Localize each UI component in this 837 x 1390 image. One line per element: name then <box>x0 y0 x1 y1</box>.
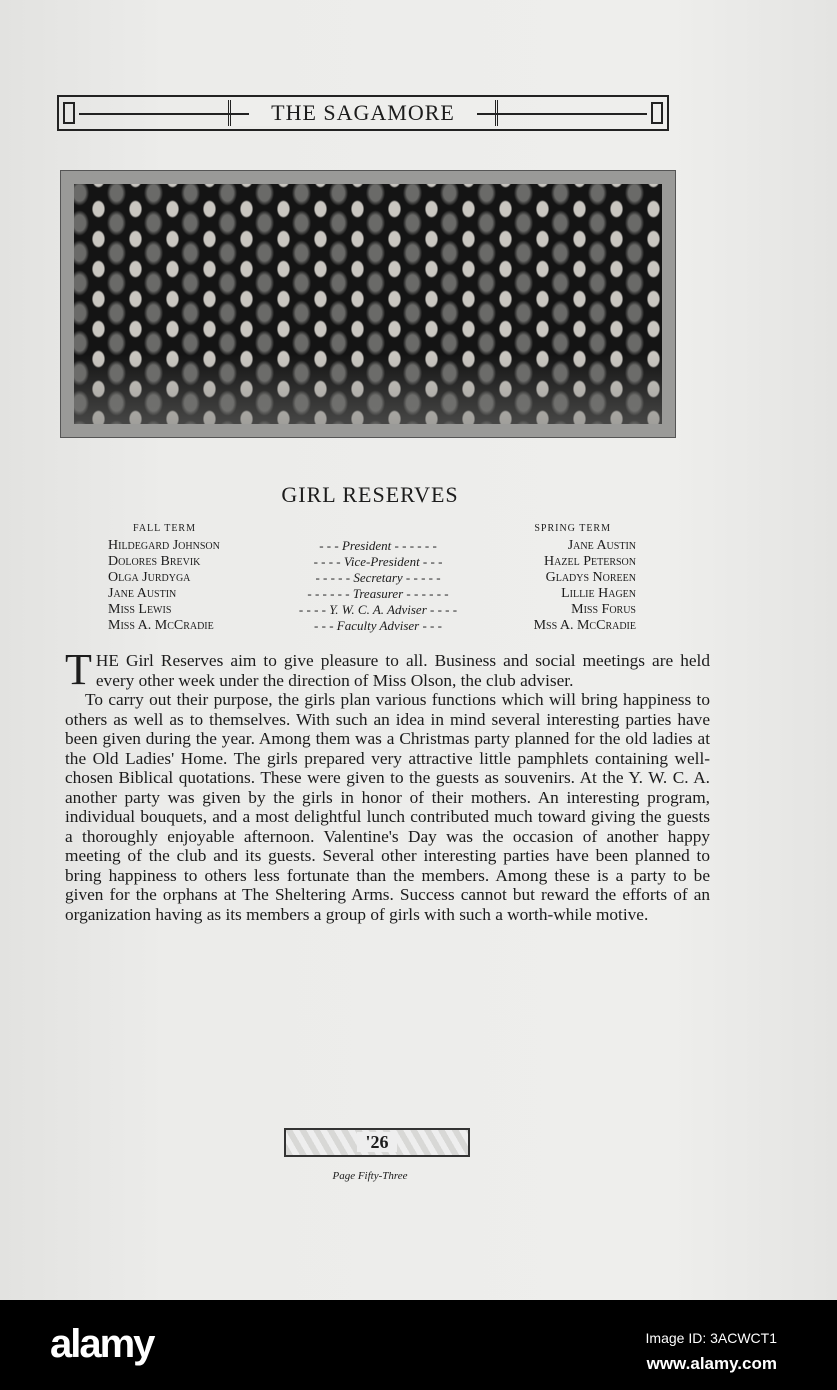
year-badge <box>284 1128 470 1157</box>
section-heading: GIRL RESERVES <box>281 482 459 507</box>
alamy-logo: alamy <box>50 1322 154 1366</box>
banner-rule-left <box>79 113 249 115</box>
officer-row <box>108 602 636 618</box>
fall-officer: Hildegard Johnson <box>108 538 220 553</box>
officer-row <box>108 554 636 570</box>
spring-term-label: SPRING TERM <box>534 523 611 534</box>
office: - - - - Y. W. C. A. Adviser - - - - <box>298 602 458 617</box>
article-body <box>65 645 710 924</box>
banner-ornament-left <box>63 102 75 124</box>
spring-officer: Jane Austin <box>567 538 636 553</box>
site-url: www.alamy.com <box>646 1354 777 1373</box>
office: - - - - Vice-President - - - <box>313 554 443 569</box>
fall-officer: Olga Jurdyga <box>108 570 191 585</box>
year-text: '26 <box>357 1132 396 1152</box>
fall-officer: Jane Austin <box>108 586 177 601</box>
spring-officer: Lillie Hagen <box>561 586 636 601</box>
spring-officer: Mss A. McCradie <box>533 618 636 633</box>
paragraph: To carry out their purpose, the girls plan various functions which will bring happiness to others as well as to themselves. With such an idea in mind several interesting parties have been given during the year. Among them was a Christmas party planned for the old ladies at the Old Ladies' Home. The girls prepared very attractive little pamphlets containing well-chosen Biblical quotations. These were given to the guests as souvenirs. At the Y. W. C. A. another party was given by the girls in honor of their mothers. An interesting program, individual bouquets, and a most delightful lunch contributed much toward giving the guests a thoroughly enjoyable afternoon. Valentine's Day was the occasion of another happy meeting of the club and its guests. Several other interesting parties have been planned to bring happiness to others less fortunate than the members. Among these is a party to be given for the orphans at The Sheltering Arms. Success cannot but reward the efforts of an organization having as its members a group of girls with such a worth-while motive. <box>65 690 710 924</box>
banner-ornament-right <box>651 102 663 124</box>
spring-officer: Gladys Noreen <box>545 570 636 585</box>
banner-title: THE SAGAMORE <box>228 100 498 126</box>
officer-row <box>108 618 636 634</box>
office: - - - Faculty Adviser - - - <box>314 618 442 633</box>
paragraph-text: HE Girl Reserves aim to give pleasure to all. Business and social meetings are held every other week under the direction of Miss Olson, the club adviser. <box>95 651 710 690</box>
office: - - - President - - - - - - <box>319 538 437 553</box>
officer-row <box>108 570 636 586</box>
fall-officer: Miss Lewis <box>108 602 172 617</box>
image-id: Image ID: 3ACWCT1 <box>645 1330 777 1346</box>
group-photo <box>74 184 662 424</box>
fall-officer: Miss A. McCradie <box>108 618 214 633</box>
header-banner <box>57 95 669 131</box>
paragraph <box>65 645 710 694</box>
officer-row <box>108 538 636 554</box>
watermark-footer <box>0 1300 837 1390</box>
drop-cap: T <box>65 645 92 694</box>
image-info <box>646 1325 777 1377</box>
fall-officer: Dolores Brevik <box>108 554 201 569</box>
officer-row <box>108 586 636 602</box>
spring-officer: Hazel Peterson <box>544 554 636 569</box>
office: - - - - - - Treasurer - - - - - - <box>307 586 449 601</box>
page-number: Page Fifty-Three <box>332 1170 408 1182</box>
banner-rule-right <box>477 113 647 115</box>
office: - - - - - Secretary - - - - - <box>315 570 441 585</box>
fall-term-label: FALL TERM <box>133 523 196 534</box>
group-photo-frame <box>60 170 676 438</box>
spring-officer: Miss Forus <box>571 602 636 617</box>
